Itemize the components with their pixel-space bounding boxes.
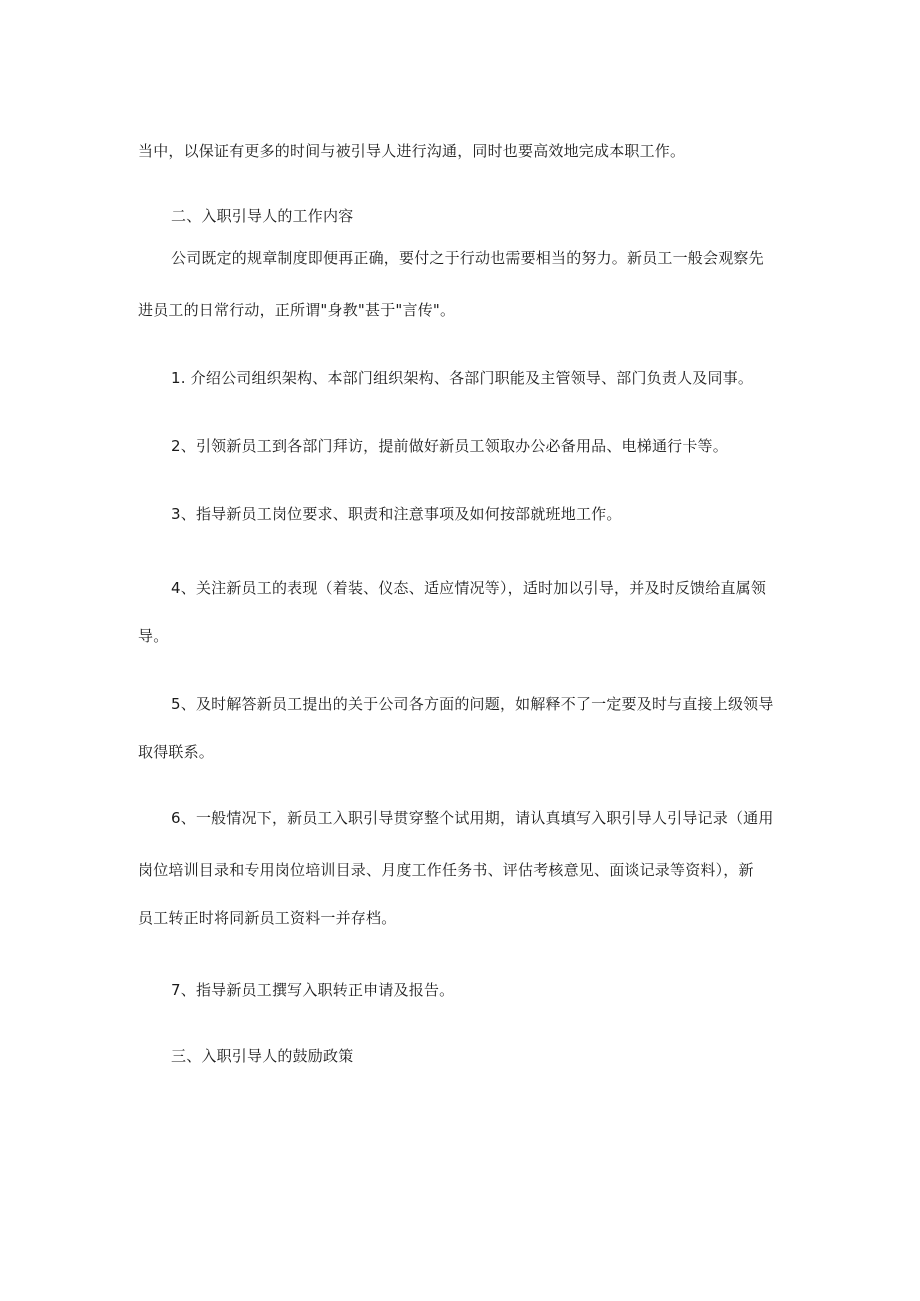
- list-item-4-line1: 4、关注新员工的表现（着装、仪态、适应情况等），适时加以引导，并及时反馈给直属领: [171, 579, 767, 597]
- intro-continuation: 当中，以保证有更多的时间与被引导人进行沟通，同时也要高效地完成本职工作。: [138, 142, 686, 160]
- list-item-5-line2: 取得联系。: [138, 743, 215, 761]
- list-item-6-line1: 6、一般情况下，新员工入职引导贯穿整个试用期，请认真填写入职引导人引导记录（通用: [171, 809, 774, 827]
- list-item-7: 7、指导新员工撰写入职转正申请及报告。: [171, 981, 455, 999]
- section2-paragraph-line1: 公司既定的规章制度即便再正确，要付之于行动也需要相当的努力。新员工一般会观察先: [171, 249, 764, 267]
- list-item-6-line2: 岗位培训目录和专用岗位培训目录、月度工作任务书、评估考核意见、面谈记录等资料），新: [138, 861, 754, 879]
- list-item-4-line2: 导。: [138, 627, 169, 645]
- list-item-6-line3: 员工转正时将同新员工资料一并存档。: [138, 909, 397, 927]
- section2-paragraph-line2: 进员工的日常行动，正所谓"身教"甚于"言传"。: [138, 301, 456, 319]
- list-item-2: 2、引领新员工到各部门拜访，提前做好新员工领取办公必备用品、电梯通行卡等。: [171, 437, 728, 455]
- section3-heading: 三、入职引导人的鼓励政策: [171, 1047, 354, 1065]
- list-item-1: 1. 介绍公司组织架构、本部门组织架构、各部门职能及主管领导、部门负责人及同事。: [171, 369, 754, 387]
- section2-heading: 二、入职引导人的工作内容: [171, 207, 354, 225]
- list-item-5-line1: 5、及时解答新员工提出的关于公司各方面的问题，如解释不了一定要及时与直接上级领导: [171, 695, 774, 713]
- list-item-3: 3、指导新员工岗位要求、职责和注意事项及如何按部就班地工作。: [171, 505, 622, 523]
